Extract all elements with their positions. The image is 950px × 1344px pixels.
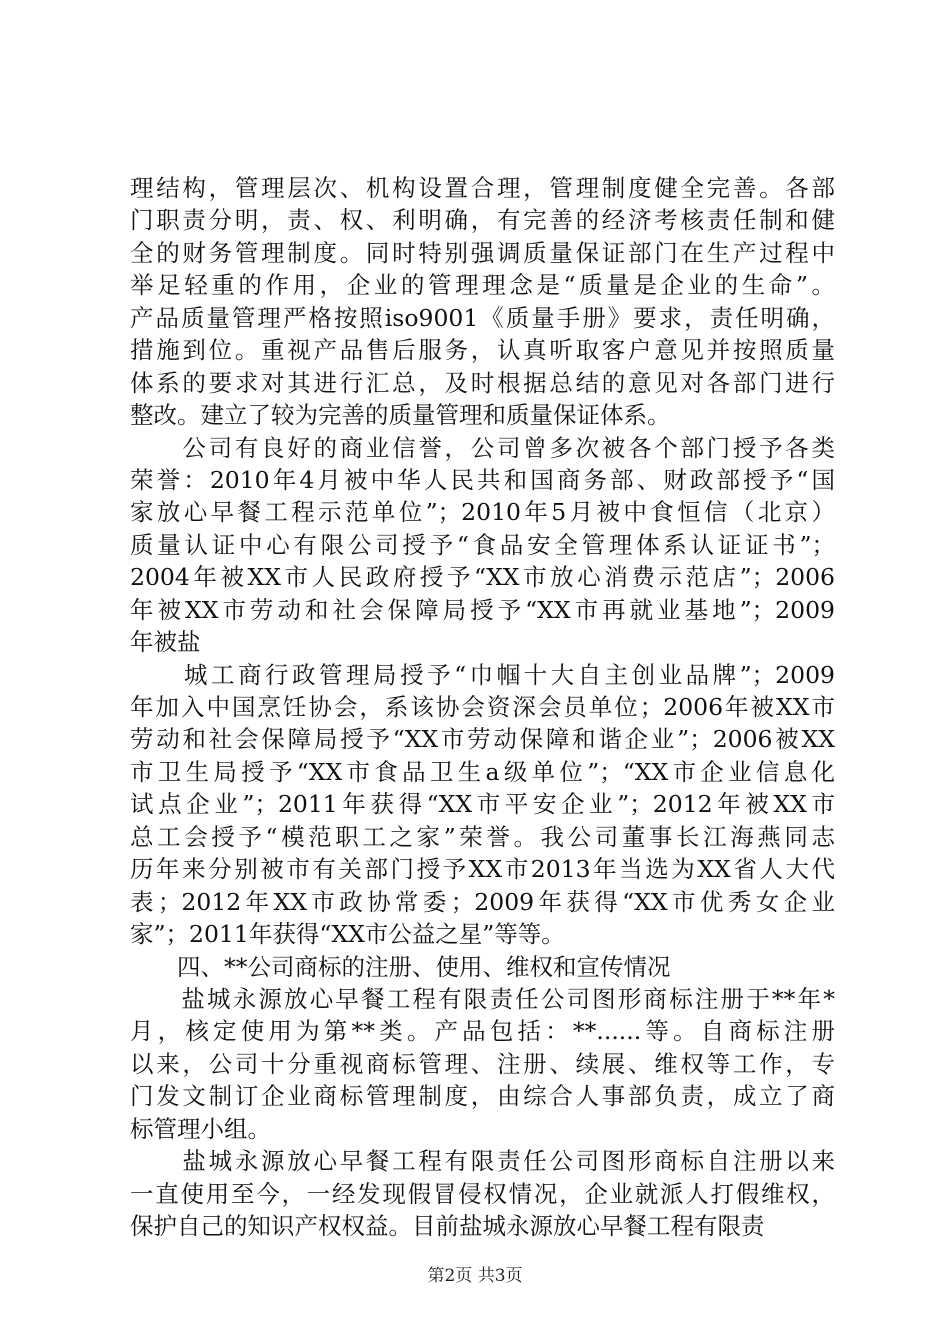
text-line: 举足轻重的作用，企业的管理理念是“质量是企业的生命”。 [130, 271, 835, 300]
text-line: 门职责分明，责、权、利明确，有完善的经济考核责任制和健 [130, 206, 835, 235]
text-line: 劳动和社会保障局授予“XX市劳动保障和谐企业”；2006被XX [130, 725, 835, 754]
text-line: 表；2012年XX市政协常委；2009年获得“XX市优秀女企业 [130, 887, 835, 916]
text-line: 年被XX市劳动和社会保障局授予“XX市再就业基地”；2009 [130, 595, 835, 624]
text-line: 质量认证中心有限公司授予“食品安全管理体系认证证书”； [130, 530, 835, 559]
text-line: 总工会授予“模范职工之家”荣誉。我公司董事长江海燕同志 [130, 822, 835, 851]
text-line: 门发文制订企业商标管理制度，由综合人事部负责，成立了商 [130, 1082, 835, 1111]
text-line: 月，核定使用为第**类。产品包括：**......等。自商标注册 [130, 1017, 835, 1046]
text-line: 荣誉：2010年4月被中华人民共和国商务部、财政部授予“国 [130, 465, 835, 494]
text-line: 试点企业”；2011年获得“XX市平安企业”；2012年被XX市 [130, 790, 835, 819]
text-line: 家放心早餐工程示范单位”；2010年5月被中食恒信（北京） [130, 498, 835, 527]
text-line: 整改。建立了较为完善的质量管理和质量保证体系。 [130, 401, 671, 430]
text-line: 年加入中国烹饪协会，系该协会资深会员单位；2006年被XX市 [130, 693, 835, 721]
text-line: 历年来分别被市有关部门授予XX市2013年当选为XX省人大代 [130, 855, 835, 884]
text-line: 2004年被XX市人民政府授予“XX市放心消费示范店”；2006 [130, 563, 835, 592]
text-line: 以来，公司十分重视商标管理、注册、续展、维权等工作，专 [130, 1049, 835, 1078]
text-line: 家”；2011年获得“XX市公益之星”等等。 [130, 920, 565, 949]
text-line: 全的财务管理制度。同时特别强调质量保证部门在生产过程中 [130, 238, 835, 267]
text-line: 保护自己的知识产权权益。目前盐城永源放心早餐工程有限责 [130, 1212, 765, 1240]
text-line: 公司有良好的商业信誉，公司曾多次被各个部门授予各类 [130, 433, 835, 462]
text-line: 市卫生局授予“XX市食品卫生a级单位”；“XX市企业信息化 [130, 757, 835, 786]
text-line: 产品质量管理严格按照iso9001《质量手册》要求，责任明确， [130, 303, 835, 332]
document-body [130, 172, 835, 1242]
text-line: 城工商行政管理局授予“巾帼十大自主创业品牌”；2009 [130, 660, 835, 689]
text-line: 四、**公司商标的注册、使用、维权和宣传情况 [130, 952, 671, 981]
text-line: 年被盐 [130, 628, 201, 657]
text-line: 盐城永源放心早餐工程有限责任公司图形商标注册于**年* [130, 984, 835, 1013]
text-line: 一直使用至今，一经发现假冒侵权情况，企业就派人打假维权， [130, 1179, 835, 1208]
text-line: 盐城永源放心早餐工程有限责任公司图形商标自注册以来 [130, 1147, 835, 1176]
text-line: 标管理小组。 [130, 1114, 271, 1143]
text-line: 措施到位。重视产品售后服务，认真听取客户意见并按照质量 [130, 336, 835, 365]
page-footer: 第2页 共3页 [427, 1266, 523, 1286]
text-line: 理结构，管理层次、机构设置合理，管理制度健全完善。各部 [130, 174, 835, 202]
text-line: 体系的要求对其进行汇总，及时根据总结的意见对各部门进行 [130, 368, 835, 397]
